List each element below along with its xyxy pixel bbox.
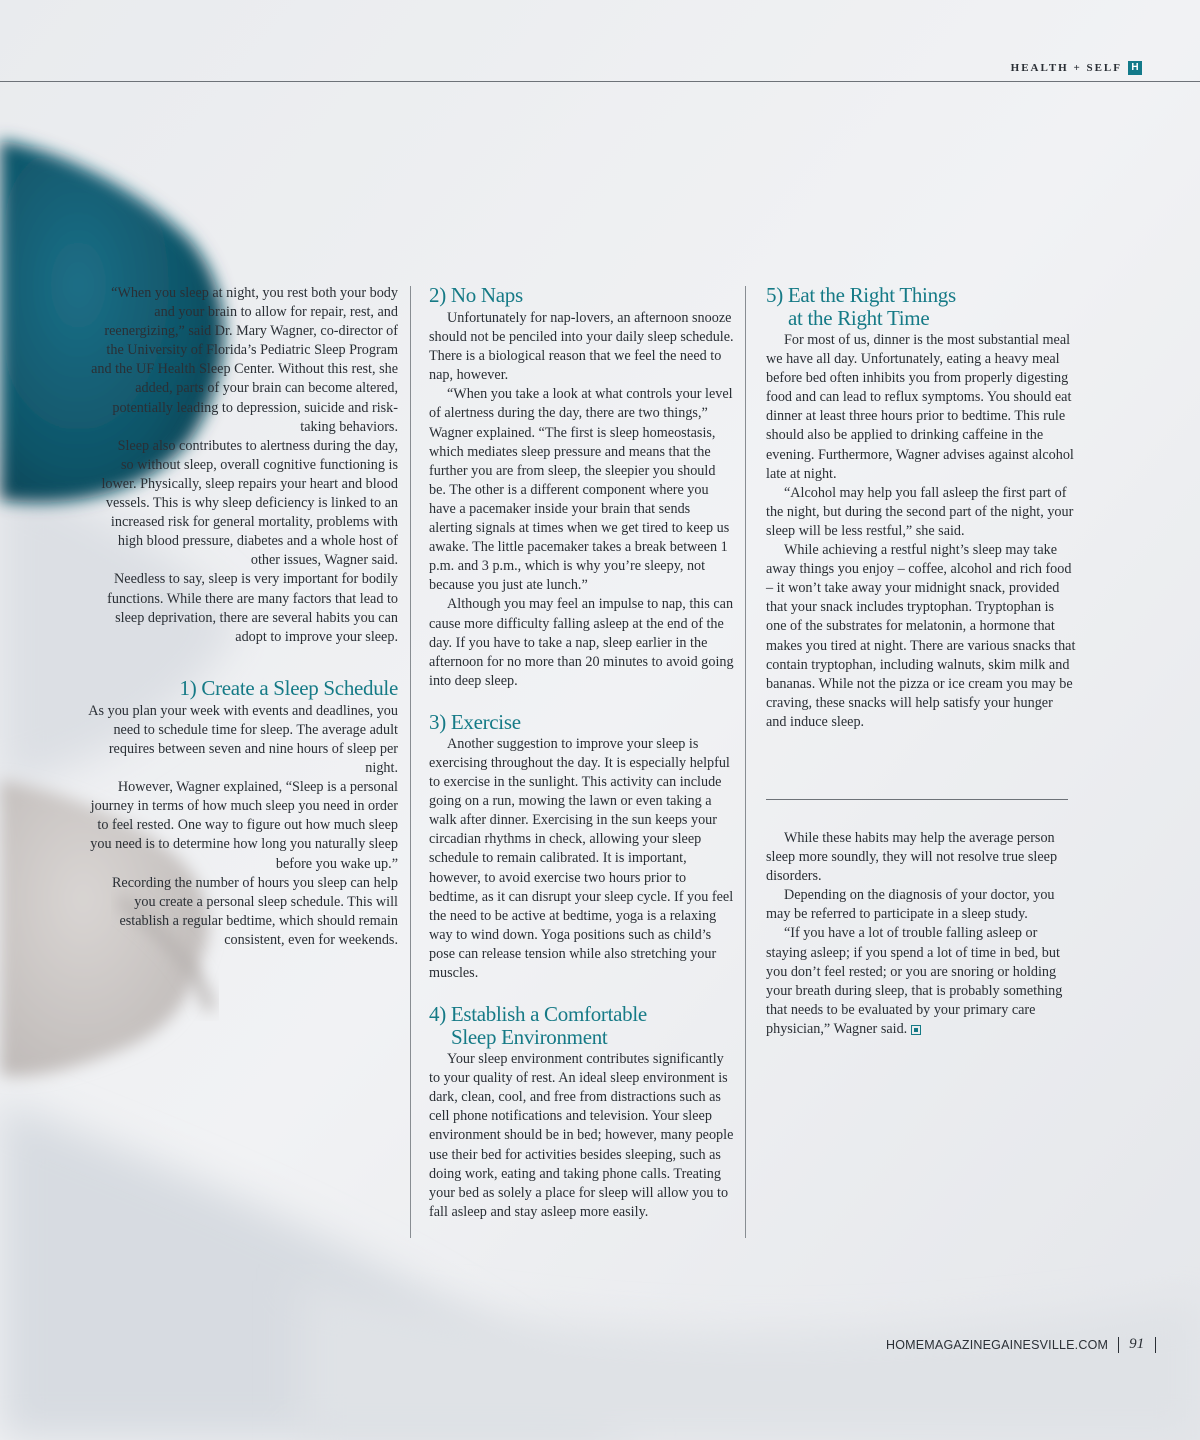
- section-label-text: HEALTH + SELF: [1010, 62, 1122, 74]
- paragraph: Unfortunately for nap-lovers, an afternoon snooze should not be penciled into your daily sleep schedule. There is a biological reason that we feel the need to nap, however.: [429, 310, 734, 384]
- paragraph: Another suggestion to improve your sleep is exercising throughout the day. It is especially helpful to exercise in the sunlight. This activity can include going on a run, mowing the lawn or even taking a walk after dinner. Exercising in the sun keeps your circadian rhythms in check, allowing your sleep schedule to remain calibrated. It is important, however, to avoid exercise two hours prior to bedtime, as it can disrupt your sleep cycle. If you feel the need to be active at bedtime, yoga is a relaxing way to wind down. Yoga positions such as child’s pose can release tension while also stretching your muscles.: [429, 735, 734, 981]
- paragraph-text: “If you have a lot of trouble falling asleep or staying asleep; if you spend a lot of time in bed, but you don’t feel rested; or you are snoring or holding your breath during sleep, that is probably something that needs to be evaluated by your primary care physician,” Wagner said.: [766, 925, 1063, 1037]
- section-heading-1: 1) Create a Sleep Schedule: [179, 675, 398, 700]
- paragraph: Sleep also contributes to alertness during the day, so without sleep, overall cognitive functioning is lower. Physically, sleep repairs your heart and blood vessels. This is why sleep deficiency is linked to an increased risk for general mortality, problems with high blood pressure, diabetes and a whole host of other issues, Wagner said.: [101, 437, 398, 569]
- column-2: [429, 284, 735, 1222]
- paragraph: “When you take a look at what controls your level of alertness during the day, there are two things,” Wagner explained. “The first is sleep homeostasis, which mediates sleep pressure and means that the further you are from sleep, the sleepier you should be. The other is a different component where you have a pacemaker inside your brain that sends alerting signals at times when we get tired to keep us awake. The little pacemaker takes a break between 1 p.m. and 3 p.m., which is why you’re sleepy, not because you just ate lunch.”: [429, 386, 733, 594]
- footer-site: HOMEMAGAZINEGAINESVILLE.COM: [886, 1337, 1109, 1352]
- paragraph: For most of us, dinner is the most substantial meal we have all day. Unfortunately, eating a heavy meal before bed often inhibits you from properly digesting food and can lead to reflux symptoms. You should eat dinner at least three hours prior to bedtime. This rule should also be applied to drinking caffeine in the evening. Furthermore, Wagner advises against alcohol late at night.: [766, 332, 1074, 482]
- paragraph: [766, 924, 1076, 1039]
- paragraph: “Alcohol may help you fall asleep the first part of the night, but during the second part of the night, your sleep will be less restful,” she said.: [766, 484, 1074, 539]
- end-mark-icon: [911, 1025, 921, 1035]
- paragraph: Your sleep environment contributes significantly to your quality of rest. An ideal sleep environment is dark, clean, cool, and free from distractions such as cell phone notifications and television. Your sleep environment should be in bed; however, many people use their bed for activities besides sleeping, such as doing work, eating and taking phone calls. Treating your bed as solely a place for sleep will allow you to fall asleep and stay asleep more easily.: [429, 1051, 734, 1220]
- paragraph: “When you sleep at night, you rest both your body and your brain to allow for repair, rest, and reenergizing,” said Dr. Mary Wagner, co-director of the University of Florida’s Pediatric Sleep Program and the UF Health Sleep Center. Without this rest, she added, parts of your brain can become altered, potentially leading to depression, suicide and risk-taking behaviors.: [91, 285, 398, 435]
- paragraph: As you plan your week with events and deadlines, you need to schedule time for sleep. The average adult requires between seven and nine hours of sleep per night.: [88, 702, 398, 777]
- column-3: [766, 284, 1076, 732]
- header-rule: [0, 81, 1200, 82]
- paragraph: While achieving a restful night’s sleep may take away things you enjoy – coffee, alcohol and rich food – it won’t take away your midnight snack, provided that your snack includes tryptophan. Tryptophan is one of the substrates for melatonin, a hormone that makes you tired at night. There are various snacks that contain tryptophan, including walnuts, skim milk and bananas. While not the pizza or ice cream you may be craving, these snacks will help satisfy your hunger and induce sleep.: [766, 542, 1076, 730]
- column-1: [88, 284, 398, 950]
- footer-divider: [1118, 1337, 1119, 1353]
- column-divider: [745, 286, 746, 1238]
- paragraph: Although you may feel an impulse to nap, this can cause more difficulty falling asleep at the end of the day. If you have to take a nap, sleep earlier in the afternoon for no more than 20 minutes to avoid going into deep sleep.: [429, 596, 734, 689]
- closing-text: [766, 829, 1076, 1039]
- heading-line: 5) Eat the Right Things: [766, 283, 956, 307]
- column-divider: [410, 286, 411, 1238]
- paragraph: Recording the number of hours you sleep can help you create a personal sleep schedule. This will establish a regular bedtime, which should remain consistent, even for weekends.: [111, 874, 398, 948]
- paragraph: While these habits may help the average person sleep more soundly, they will not resolve true sleep disorders.: [766, 830, 1058, 885]
- footer: [886, 1336, 1156, 1353]
- paragraph: Depending on the diagnosis of your doctor, you may be referred to participate in a sleep study.: [766, 887, 1055, 923]
- heading-line: Sleep Environment: [451, 1025, 608, 1050]
- section-heading-3: 3) Exercise: [429, 709, 521, 734]
- section-label: [1011, 61, 1142, 75]
- paragraph: However, Wagner explained, “Sleep is a personal journey in terms of how much sleep you need in order to feel rested. One way to figure out how much sleep you need is to determine how long you naturally sleep before you wake up.”: [90, 779, 398, 872]
- footer-divider: [1155, 1337, 1156, 1353]
- page-number: 91: [1129, 1336, 1145, 1352]
- section-heading-4: [429, 1003, 735, 1049]
- section-rule: [766, 799, 1068, 800]
- section-heading-5: [766, 284, 1076, 330]
- paragraph: Needless to say, sleep is very important for bodily functions. While there are many factors that lead to sleep deprivation, there are several habits you can adopt to improve your sleep.: [107, 571, 398, 645]
- heading-line: 4) Establish a Comfortable: [429, 1002, 647, 1027]
- heading-line: at the Right Time: [788, 306, 930, 330]
- section-badge-icon: H: [1128, 61, 1142, 75]
- section-heading-2: 2) No Naps: [429, 283, 523, 307]
